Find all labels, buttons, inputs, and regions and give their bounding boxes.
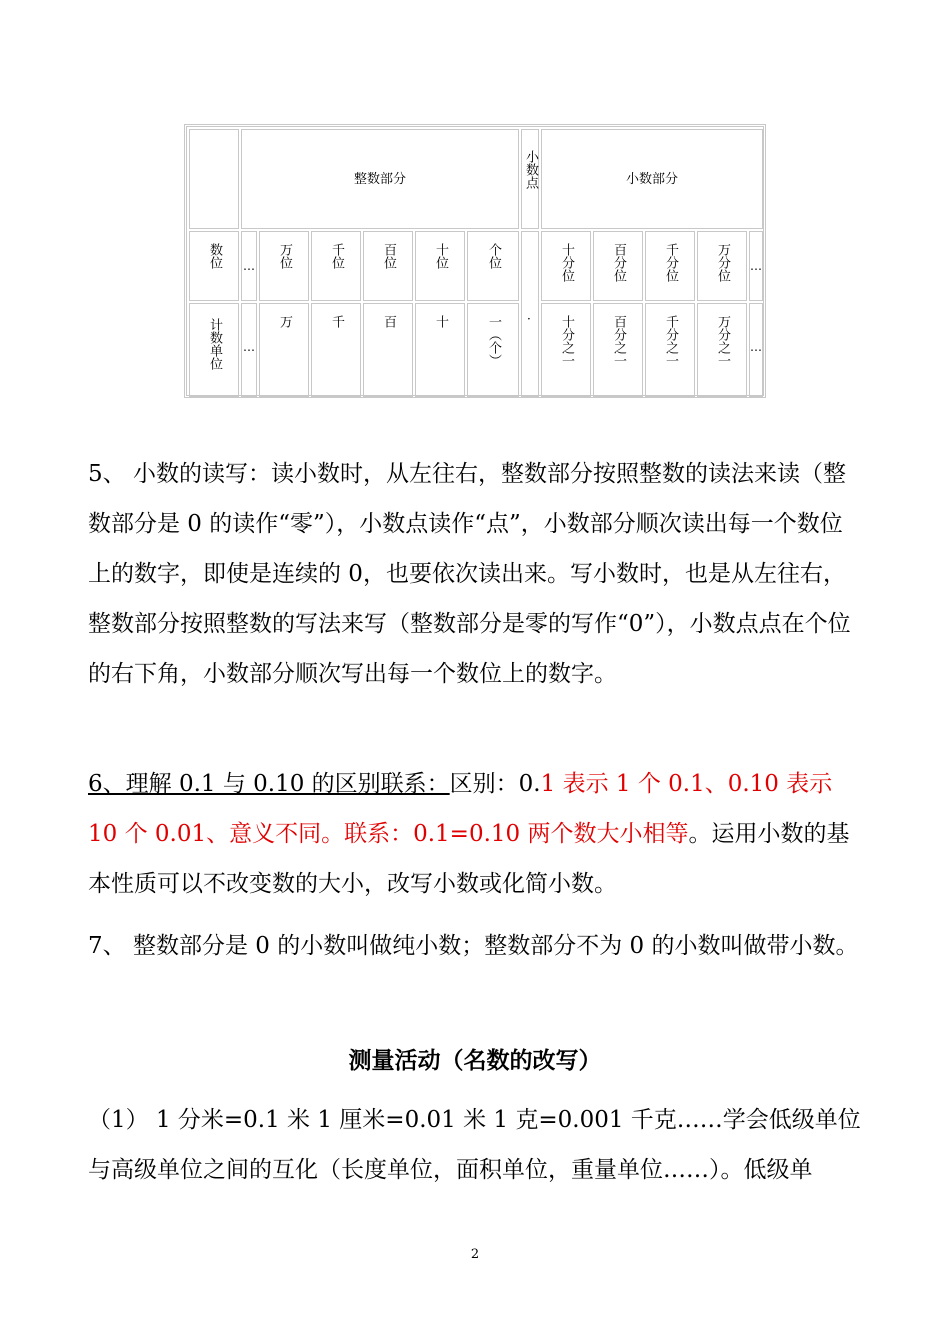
unit-int-3: 十 (433, 315, 448, 328)
paragraph-8-text: （1） 1 分米=0.1 米 1 厘米=0.01 米 1 克=0.001 千克……学会低级单位与高级单位之间的互化（长度单位，面积单位，重量单位……）。低级单 (88, 1107, 861, 1183)
unit-cell (541, 303, 591, 397)
unit-cell (415, 303, 465, 397)
corner-cell (189, 129, 239, 229)
paragraph-6 (88, 759, 864, 909)
page-number: 2 (470, 1247, 480, 1262)
ellipsis-left-1: … (243, 259, 255, 273)
place-cell (593, 231, 643, 301)
ellipsis-cell (241, 303, 257, 397)
place-row-label: 数位 (207, 243, 222, 269)
paragraph-5 (88, 449, 864, 699)
place-int-3: 十位 (433, 243, 448, 269)
place-cell (415, 231, 465, 301)
unit-int-4: 一（个） (486, 315, 501, 367)
place-cell (645, 231, 695, 301)
paragraph-7 (88, 921, 864, 971)
unit-cell (311, 303, 361, 397)
place-cell (467, 231, 519, 301)
place-cell (311, 231, 361, 301)
section-heading: 测量活动（名数的改写） (348, 1047, 602, 1074)
ellipsis-cell (749, 231, 763, 301)
place-cell (259, 231, 309, 301)
paragraph-5-text: 5、 小数的读写：读小数时，从左往右，整数部分按照整数的读法来读（整数部分是 0 的读作“零”），小数点读作“点”，小数部分顺次读出每一个数位上的数字，即使是连续的 0，也要依次读出来。写小数时，也是从左往右，整数部分按照整数的写法来写（整数部分是零的写作“0”），小数点点在个位的右下角，小数部分顺次写出每一个数位上的数字。 (88, 461, 851, 687)
unit-dec-2: 千分之一 (663, 315, 678, 367)
paragraph-6-text (88, 759, 864, 909)
integer-part-label: 整数部分 (353, 172, 406, 187)
unit-dec-1: 百分之一 (611, 315, 626, 367)
place-dec-3: 万分位 (715, 243, 730, 282)
paragraph-6-underlined: 6、理解 0.1 与 0.10 的区别联系： (88, 771, 450, 797)
unit-cell (363, 303, 413, 397)
integer-part-header (241, 129, 519, 229)
place-dec-2: 千分位 (663, 243, 678, 282)
unit-cell (697, 303, 747, 397)
decimal-part-label: 小数部分 (625, 172, 678, 187)
place-int-1: 千位 (329, 243, 344, 269)
unit-dec-3: 万分之一 (715, 315, 730, 367)
decimal-point-header (521, 129, 539, 229)
ellipsis-left-2: … (243, 340, 255, 354)
decimal-point-cell (521, 231, 539, 397)
paragraph-6-red: 1 表示 1 个 0.1、0.10 表示 10 个 0.01、意义不同。联系：0.1=0.10 两个数大小相等 (88, 771, 833, 847)
unit-cell (259, 303, 309, 397)
place-int-0: 万位 (277, 243, 292, 269)
place-dec-1: 百分位 (611, 243, 626, 282)
unit-dec-0: 十分之一 (559, 315, 574, 367)
unit-cell (645, 303, 695, 397)
ellipsis-right-2: … (750, 340, 762, 354)
paragraph-7-text: 7、 整数部分是 0 的小数叫做纯小数；整数部分不为 0 的小数叫做带小数。 (88, 933, 859, 959)
unit-int-2: 百 (381, 315, 396, 328)
unit-int-0: 万 (277, 315, 292, 328)
unit-int-1: 千 (329, 315, 344, 328)
place-int-4: 个位 (486, 243, 501, 269)
paragraph-6-plain-1: 区别：0. (449, 771, 541, 797)
unit-cell (593, 303, 643, 397)
place-cell (363, 231, 413, 301)
ellipsis-cell (241, 231, 257, 301)
place-value-table (184, 124, 766, 398)
unit-cell (467, 303, 519, 397)
paragraph-8 (88, 1095, 864, 1195)
row-label-place (189, 231, 239, 301)
decimal-point-label: 小数点 (523, 150, 538, 189)
ellipsis-right-1: … (750, 259, 762, 273)
ellipsis-cell (749, 303, 763, 397)
decimal-part-header (541, 129, 763, 229)
place-cell (697, 231, 747, 301)
paragraph-6-plain-2: 。运用小数的基本性质可以不改变数的大小，改写小数或化简小数。 (88, 821, 850, 897)
place-cell (541, 231, 591, 301)
row-label-unit (189, 303, 239, 397)
decimal-dot: · (527, 312, 531, 326)
place-dec-0: 十分位 (559, 243, 574, 282)
unit-row-label: 计数单位 (207, 318, 222, 370)
place-int-2: 百位 (381, 243, 396, 269)
